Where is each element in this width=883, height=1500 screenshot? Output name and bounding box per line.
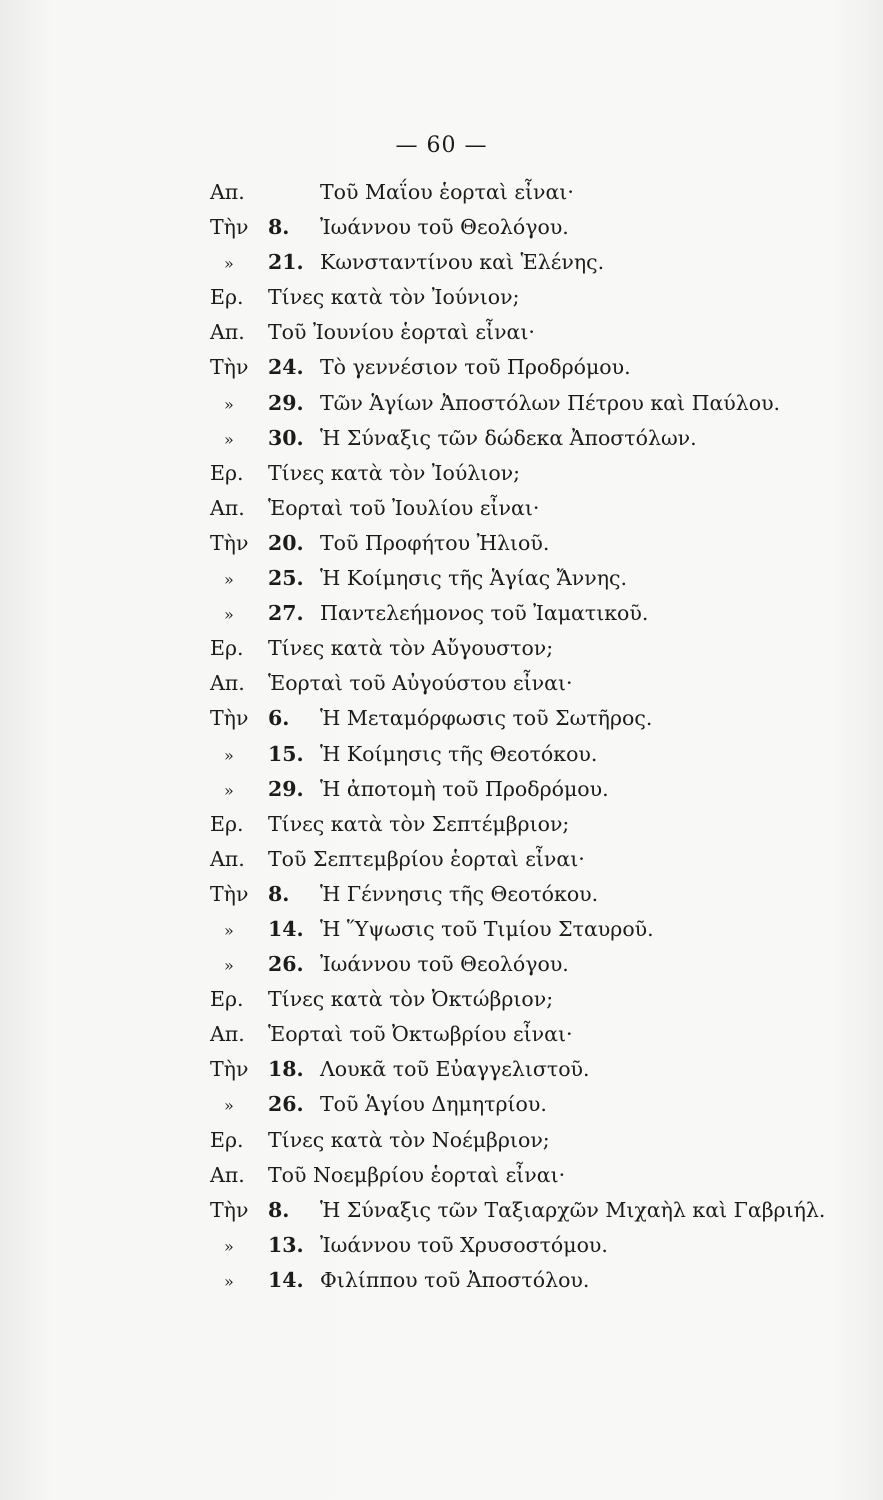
line-text: Ἑορταὶ τοῦ Αὐγούστου εἶναι· [268,671,573,696]
day-number: 6. [268,706,290,731]
line-text: Τοῦ Νοεμβρίου ἑορταὶ εἶναι· [268,1162,566,1187]
line-text: Ἰωάννου τοῦ Χρυσοστόμου. [320,1232,608,1257]
text-line [210,461,850,496]
day-number: 20. [268,530,304,555]
line-prefix: Ερ. [210,811,244,836]
line-text: Τοῦ Ἁγίου Δημητρίου. [320,1092,547,1117]
page-number: — 60 — [395,133,488,158]
day-number: 8. [268,881,290,906]
text-line [210,812,850,847]
text-line [210,601,850,636]
text-line [210,531,850,566]
line-prefix: Τὴν [210,215,249,240]
line-text: Ἡ Κοίμησις τῆς Ἁγίας Ἄννης. [320,566,627,591]
line-prefix: Απ. [210,1162,245,1187]
day-number: 24. [268,355,304,380]
ditto-mark: » [224,394,234,414]
text-line [210,496,850,531]
ditto-mark: » [224,920,234,940]
line-text: Τοῦ Σεπτεμβρίου ἑορταὶ εἶναι· [268,846,585,871]
line-text: Τίνες κατὰ τὸν Σεπτέμβριον; [268,811,570,836]
line-text: Τίνες κατὰ τὸν Ἰούλιον; [268,460,521,485]
ditto-mark: » [224,1096,234,1116]
line-prefix: Ερ. [210,285,244,310]
line-text: Τίνες κατὰ τὸν Ὀκτώβριον; [268,987,554,1012]
day-number: 27. [268,601,304,626]
day-number: 18. [268,1057,304,1082]
text-line [210,566,850,601]
text-line [210,215,850,250]
line-prefix: Τὴν [210,1197,249,1222]
line-text: Κωνσταντίνου καὶ Ἑλένης. [320,250,605,275]
line-text: Τοῦ Προφήτου Ἠλιοῦ. [320,530,550,555]
day-number: 25. [268,566,304,591]
line-prefix: Απ. [210,180,245,204]
text-line [210,1128,850,1163]
text-body [210,180,850,1303]
text-line [210,917,850,952]
text-line [210,391,850,426]
line-text: Λουκᾶ τοῦ Εὐαγγελιστοῦ. [320,1057,590,1082]
line-prefix: Απ. [210,671,245,696]
text-line [210,355,850,390]
text-line [210,426,850,461]
line-text: Τοῦ Μαΐου ἑορταὶ εἶναι· [320,180,574,204]
line-prefix: Τὴν [210,706,249,731]
line-prefix: Απ. [210,1022,245,1047]
line-text: Ἑορταὶ τοῦ Ἰουλίου εἶναι· [268,495,540,520]
day-number: 29. [268,390,304,415]
line-prefix: Απ. [210,495,245,520]
line-text: Ἡ Γέννησις τῆς Θεοτόκου. [320,881,599,906]
text-line [210,706,850,741]
line-text: Τὸ γεννέσιον τοῦ Προδρόμου. [320,355,631,380]
ditto-mark: » [224,956,234,976]
day-number: 14. [268,1267,304,1292]
line-prefix: Τὴν [210,1057,249,1082]
day-number: 29. [268,776,304,801]
ditto-mark: » [224,1271,234,1291]
day-number: 30. [268,425,304,450]
day-number: 21. [268,250,304,275]
line-prefix: Ερ. [210,636,244,661]
text-line [210,285,850,320]
day-number: 8. [268,215,290,240]
line-text: Ἡ Μεταμόρφωσις τοῦ Σωτῆρος. [320,706,653,731]
ditto-mark: » [224,780,234,800]
text-line [210,847,850,882]
text-line [210,1198,850,1233]
line-text: Ἰωάννου τοῦ Θεολόγου. [320,952,569,977]
text-line [210,1233,850,1268]
line-text: Τῶν Ἁγίων Ἀποστόλων Πέτρου καὶ Παύλου. [320,390,781,415]
ditto-mark: » [224,570,234,590]
line-prefix: Τὴν [210,355,249,380]
text-line [210,250,850,285]
day-number: 26. [268,952,304,977]
line-text: Ἡ Σύναξις τῶν δώδεκα Ἀποστόλων. [320,425,697,450]
day-number: 13. [268,1232,304,1257]
ditto-mark: » [224,429,234,449]
text-line [210,636,850,671]
ditto-mark: » [224,254,234,274]
ditto-mark: » [224,605,234,625]
line-text: Φιλίππου τοῦ Ἀποστόλου. [320,1267,590,1292]
text-line [210,1022,850,1057]
line-text: Ἑορταὶ τοῦ Ὀκτωβρίου εἶναι· [268,1022,573,1047]
text-line [210,1057,850,1092]
line-text: Ἡ Σύναξις τῶν Ταξιαρχῶν Μιχαὴλ καὶ Γαβριήλ. [320,1197,826,1222]
day-number: 8. [268,1197,290,1222]
line-text: Ἰωάννου τοῦ Θεολόγου. [320,215,569,240]
line-text: Τίνες κατὰ τὸν Νοέμβριον; [268,1127,550,1152]
line-prefix: Ερ. [210,987,244,1012]
line-text: Τίνες κατὰ τὸν Ἰούνιον; [268,285,520,310]
text-line [210,742,850,777]
line-text: Τίνες κατὰ τὸν Αὔγουστον; [268,636,554,661]
text-line [210,952,850,987]
day-number: 14. [268,916,304,941]
line-prefix: Τὴν [210,881,249,906]
line-text: Τοῦ Ἰουνίου ἑορταὶ εἶναι· [268,320,535,345]
text-line [210,180,850,215]
line-prefix: Απ. [210,320,245,345]
day-number: 15. [268,741,304,766]
line-prefix: Απ. [210,846,245,871]
text-line [210,777,850,812]
line-text: Ἡ ἀποτομὴ τοῦ Προδρόμου. [320,776,609,801]
line-text: Παντελεήμονος τοῦ Ἰαματικοῦ. [320,601,649,626]
line-prefix: Ερ. [210,460,244,485]
line-prefix: Ερ. [210,1127,244,1152]
ditto-mark: » [224,745,234,765]
text-line [210,1268,850,1303]
ditto-mark: » [224,1236,234,1256]
text-line [210,1163,850,1198]
day-number: 26. [268,1092,304,1117]
text-line [210,320,850,355]
line-prefix: Τὴν [210,530,249,555]
text-line [210,1092,850,1127]
line-text: Ἡ Ὕψωσις τοῦ Τιμίου Σταυροῦ. [320,916,654,941]
text-line [210,987,850,1022]
text-line [210,671,850,706]
text-line [210,882,850,917]
line-text: Ἡ Κοίμησις τῆς Θεοτόκου. [320,741,598,766]
